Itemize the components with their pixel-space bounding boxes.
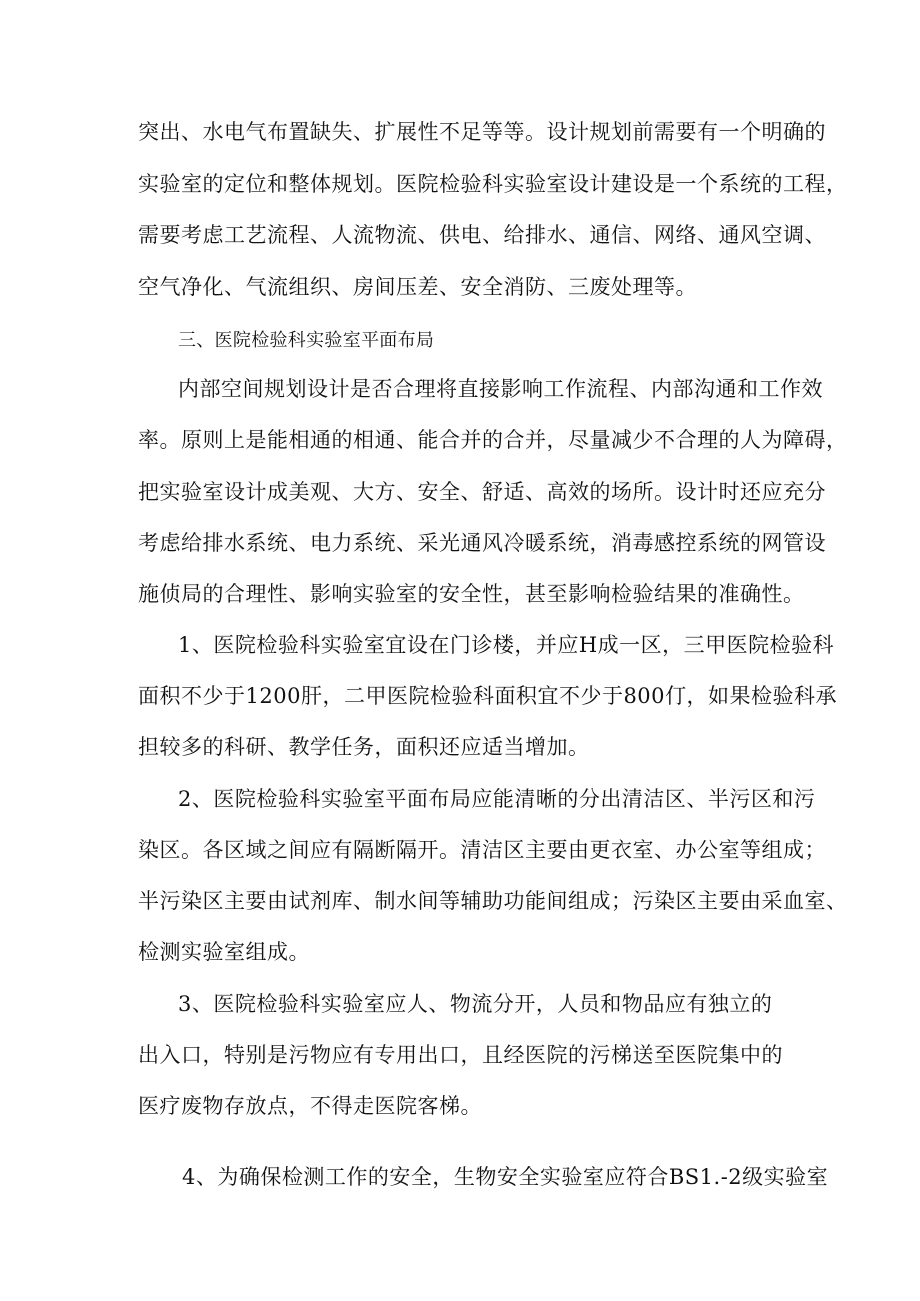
body-line: 1、医院检验科实验室宜设在门诊楼，并应H成一区，三甲医院检验科 — [178, 633, 835, 657]
body-line: 实验室的定位和整体规划。医院检验科实验室设计建设是一个系统的工程， — [138, 172, 848, 196]
body-line: 检测实验室组成。 — [138, 940, 310, 964]
body-line: 4、为确保检测工作的安全，生物安全实验室应符合BS1.-2级实验室 — [182, 1165, 829, 1189]
body-line: 施侦局的合理性、影响实验室的安全性，甚至影响检验结果的准确性。 — [138, 582, 805, 606]
body-line: 2、医院检验科实验室平面布局应能清晰的分出清洁区、半污区和污 — [178, 787, 816, 811]
body-line: 空气净化、气流组织、房间压差、安全消防、三废处理等。 — [138, 275, 697, 299]
body-line: 率。原则上是能相通的相通、能合并的合并，尽量减少不合理的人为障碍， — [138, 428, 848, 452]
body-line: 把实验室设计成美观、大方、安全、舒适、高效的场所。设计时还应充分 — [138, 480, 826, 504]
body-line: 医疗废物存放点，不得走医院客梯。 — [138, 1094, 482, 1118]
body-line: 染区。各区域之间应有隔断隔开。清洁区主要由更衣室、办公室等组成； — [138, 838, 826, 862]
body-line: 突出、水电气布置缺失、扩展性不足等等。设计规划前需要有一个明确的 — [138, 120, 826, 144]
body-line: 半污染区主要由试剂库、制水间等辅助功能间组成；污染区主要由采血室、 — [138, 889, 848, 913]
body-line: 面积不少于1200肝，二甲医院检验科面积宜不少于800仃，如果检验科承 — [138, 684, 838, 708]
body-line: 出入口，特别是污物应有专用出口，且经医院的污梯送至医院集中的 — [138, 1043, 783, 1067]
section-heading: 三、医院检验科实验室平面布局 — [178, 330, 435, 351]
body-line: 考虑给排水系统、电力系统、采光通风冷暖系统，消毒感控系统的网管设 — [138, 531, 826, 555]
body-line: 担较多的科研、教学任务，面积还应适当增加。 — [138, 735, 590, 759]
body-line: 需要考虑工艺流程、人流物流、供电、给排水、通信、网络、通风空调、 — [138, 223, 826, 247]
body-line: 内部空间规划设计是否合理将直接影响工作流程、内部沟通和工作效 — [178, 377, 823, 401]
body-line: 3、医院检验科实验室应人、物流分开，人员和物品应有独立的 — [178, 992, 773, 1016]
